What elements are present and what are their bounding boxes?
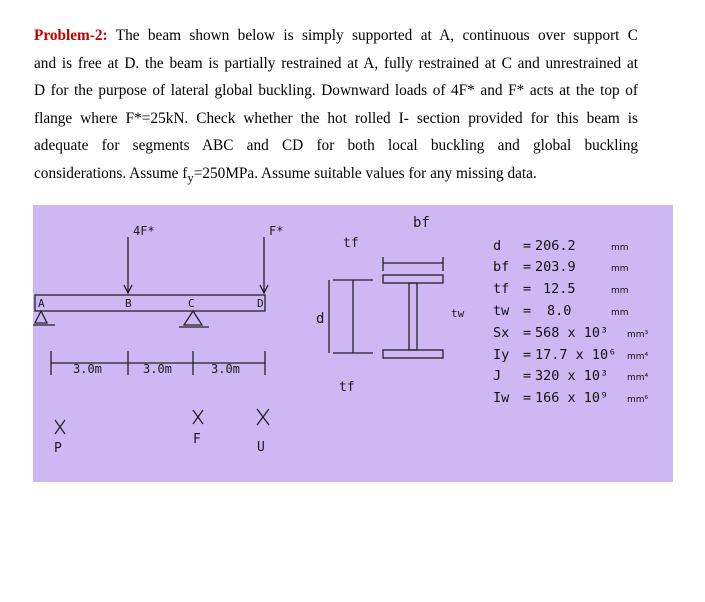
label-f: F* bbox=[269, 224, 284, 238]
prop-val: 206.2 bbox=[535, 238, 576, 254]
label-span1: 3.0m bbox=[73, 362, 102, 376]
section-flange-top-solid bbox=[383, 275, 443, 283]
problem-line-5: adequate for segments ABC and CD for both local buckling and global buckling bbox=[34, 137, 638, 154]
label-mark-c: F bbox=[193, 432, 201, 447]
label-node-d: D bbox=[257, 297, 264, 310]
prop-unit: mm bbox=[611, 286, 629, 296]
label-bf: bf bbox=[413, 215, 430, 231]
prop-unit: mm⁴ bbox=[627, 352, 649, 362]
label-node-a: A bbox=[38, 297, 45, 310]
prop-val: 166 x 10⁹ bbox=[535, 390, 609, 406]
properties-table bbox=[493, 238, 649, 406]
beam-body bbox=[35, 295, 265, 311]
problem-line-2: and is free at D. the beam is partially restrained at A, fully restrained at C and unrestrained at bbox=[34, 54, 638, 72]
prop-eq: = bbox=[523, 347, 532, 363]
problem-line-3: D for the purpose of lateral global buckling. Downward loads of 4F* and F* acts at the top of bbox=[34, 82, 638, 99]
support-c bbox=[184, 311, 202, 325]
prop-sym: J bbox=[493, 368, 502, 384]
problem-line-4: flange where F*=25kN. Check whether the hot rolled I- section provided for this beam is bbox=[34, 109, 638, 127]
problem-line-1-text: The beam shown below is simply supported at A, continuous over support C bbox=[107, 27, 638, 44]
prop-val: 12.5 bbox=[543, 281, 576, 297]
prop-sym: bf bbox=[493, 259, 510, 275]
prop-unit: mm bbox=[611, 264, 629, 274]
prop-unit: mm⁶ bbox=[627, 395, 649, 405]
prop-eq: = bbox=[523, 390, 532, 406]
prop-eq: = bbox=[523, 303, 532, 319]
prop-sym: d bbox=[493, 238, 502, 254]
problem-heading: Problem-2: bbox=[34, 27, 108, 44]
prop-eq: = bbox=[523, 368, 532, 384]
prop-val: 17.7 x 10⁶ bbox=[535, 347, 617, 363]
label-tw: tw bbox=[451, 307, 465, 320]
label-mark-d: U bbox=[257, 440, 265, 455]
beam-diagram bbox=[33, 205, 673, 482]
label-tf-bottom: tf bbox=[339, 380, 355, 395]
problem-line-6-sub: y bbox=[187, 170, 194, 185]
label-node-c: C bbox=[188, 297, 195, 310]
prop-eq: = bbox=[523, 325, 532, 341]
prop-sym: Sx bbox=[493, 325, 510, 341]
label-d: d bbox=[316, 311, 325, 327]
prop-val: 203.9 bbox=[535, 259, 576, 275]
prop-eq: = bbox=[523, 259, 532, 275]
prop-unit: mm bbox=[611, 243, 629, 253]
prop-sym: tf bbox=[493, 281, 510, 297]
label-node-b: B bbox=[125, 297, 132, 310]
section-web-solid bbox=[409, 283, 417, 350]
label-4f: 4F* bbox=[133, 224, 155, 238]
prop-unit: mm³ bbox=[627, 330, 649, 340]
prop-val: 320 x 10³ bbox=[535, 368, 609, 384]
problem-statement bbox=[34, 22, 638, 192]
prop-unit: mm bbox=[611, 308, 629, 318]
label-mark-a: P bbox=[54, 441, 62, 456]
prop-sym: Iy bbox=[493, 347, 510, 363]
support-a bbox=[35, 311, 47, 323]
prop-val: 568 x 10³ bbox=[535, 325, 609, 341]
prop-eq: = bbox=[523, 281, 532, 297]
prop-sym: tw bbox=[493, 303, 510, 319]
prop-unit: mm⁴ bbox=[627, 373, 649, 383]
label-tf-top: tf bbox=[343, 236, 359, 251]
beam-figure bbox=[33, 205, 673, 482]
prop-sym: Iw bbox=[493, 390, 510, 406]
prop-val: 8.0 bbox=[547, 303, 572, 319]
problem-line-6-b: =250MPa. Assume suitable values for any missing data. bbox=[193, 164, 537, 182]
section-flange-bottom-solid bbox=[383, 350, 443, 358]
problem-line-6 bbox=[34, 160, 638, 193]
problem-line-1 bbox=[34, 22, 638, 50]
label-span2: 3.0m bbox=[143, 362, 172, 376]
prop-eq: = bbox=[523, 238, 532, 254]
label-span3: 3.0m bbox=[211, 362, 240, 376]
problem-line-6-a: considerations. Assume f bbox=[34, 164, 188, 182]
